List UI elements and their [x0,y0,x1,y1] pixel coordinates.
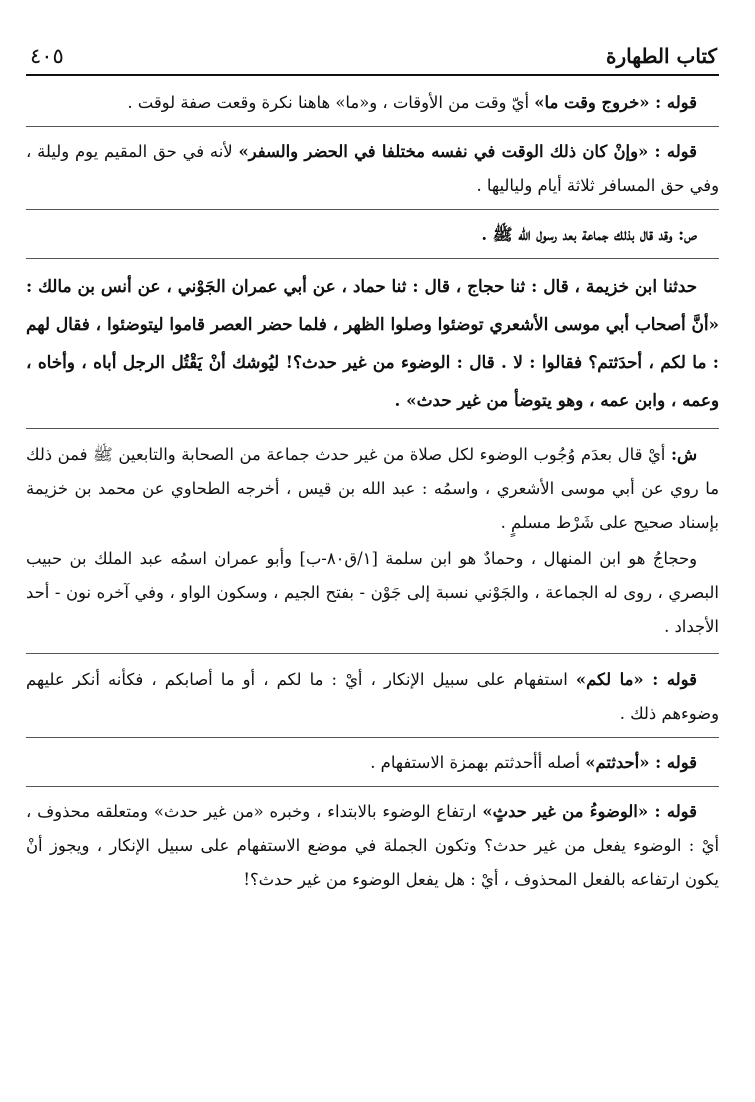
chapter-title: كتاب الطهارة [606,44,717,68]
page-number: ٤٠٥ [30,44,64,68]
paragraph-7 [26,663,719,738]
commentary-lead: قوله : «أحدثتم» [585,753,697,772]
commentary-lead: قوله : «خروج وقت ما» [534,93,697,112]
paragraph-3 [26,218,719,259]
commentary-text: استفهام على سبيل الإنكار ، أيْ : ما لكم ، أو ما أصابكم ، فكأنه أنكر عليهم وضوءهم ذلك . [26,670,719,723]
commentary-text: لأنه في حق المقيم يوم وليلة ، وفي حق المسافر ثلاثة أيام ولياليها . [26,142,719,195]
commentary-lead: قوله : «وإنْ كان ذلك الوقت في نفسه مختلفا في الحضر والسفر» [238,142,697,161]
hadith-text: حدثنا ابن خزيمة ، قال : ثنا حجاج ، قال : ثنا حماد ، عن أبي عمران الجَوْني ، عن أنس بن مالك : «أنَّ أصحاب أبي موسى الأشعري توضئوا وصلوا الظهر ، فلما حضر العصر قاموا ليتوضئوا ، فقال لهم : ما لكم ، أحدَثتم؟ فقالوا : لا . قال : الوضوء من غير حدث؟! ليُوشك أنْ يَقْتُل الرجل أباه ، وأخاه ، وعمه ، وابن عمه ، وهو يتوضأ من غير حدث» . [26,276,719,410]
text-lead: ص: وقد قال بذلك جماعة بعد رسول الله ﷺ . [481,225,697,244]
paragraph-1 [26,86,719,127]
paragraph-5 [26,438,719,542]
paragraph-2 [26,135,719,210]
paragraph-8 [26,746,719,787]
page-body [26,76,719,906]
hadith-paragraph [26,267,719,429]
paragraph-6 [26,542,719,654]
paragraph-9 [26,795,719,906]
sharh-lead: ش: [670,445,697,464]
commentary-text: أيّ وقت من الأوقات ، و«ما» هاهنا نكرة وقعت صفة لوقت . [127,93,535,112]
commentary-lead: قوله : «الوضوءُ من غير حدثٍ» [482,802,697,821]
running-header [26,28,719,76]
sharh-text: أيْ قال بعدَم وُجُوب الوضوء لكل صلاة من غير حدث جماعة من الصحابة والتابعين ﷺ فمن ذلك ما روي عن أبي موسى الأشعري ، واسمُه : عبد الله بن قيس ، أخرجه الطحاوي عن محمد بن خزيمة بإسناد صحيح على شَرْط مسلمٍ . [26,445,719,532]
commentary-text: ارتفاع الوضوء بالابتداء ، وخبره «من غير حدث» ومتعلقه محذوف ، أيْ : الوضوء يفعل من غير حدث؟ وتكون الجملة في موضع الاستفهام على سبيل الإنكار ، ويجوز أنْ يكون ارتفاعه بالفعل المحذوف ، أيْ : هل يفعل الوضوء من غير حدث؟! [26,802,719,889]
commentary-lead: قوله : «ما لكم» [575,670,697,689]
commentary-text: أصله أأحدثتم بهمزة الاستفهام . [370,753,586,772]
narrators-text: وحجاجُ هو ابن المنهال ، وحمادٌ هو ابن سلمة [١/ق٨٠-ب] وأبو عمران اسمُه عبد الملك بن حبيب البصري ، روى له الجماعة ، والجَوْني نسبة إلى جَوْن - بفتح الجيم ، وسكون الواو ، وفي آخره نون - أحد الأجداد . [26,549,719,636]
